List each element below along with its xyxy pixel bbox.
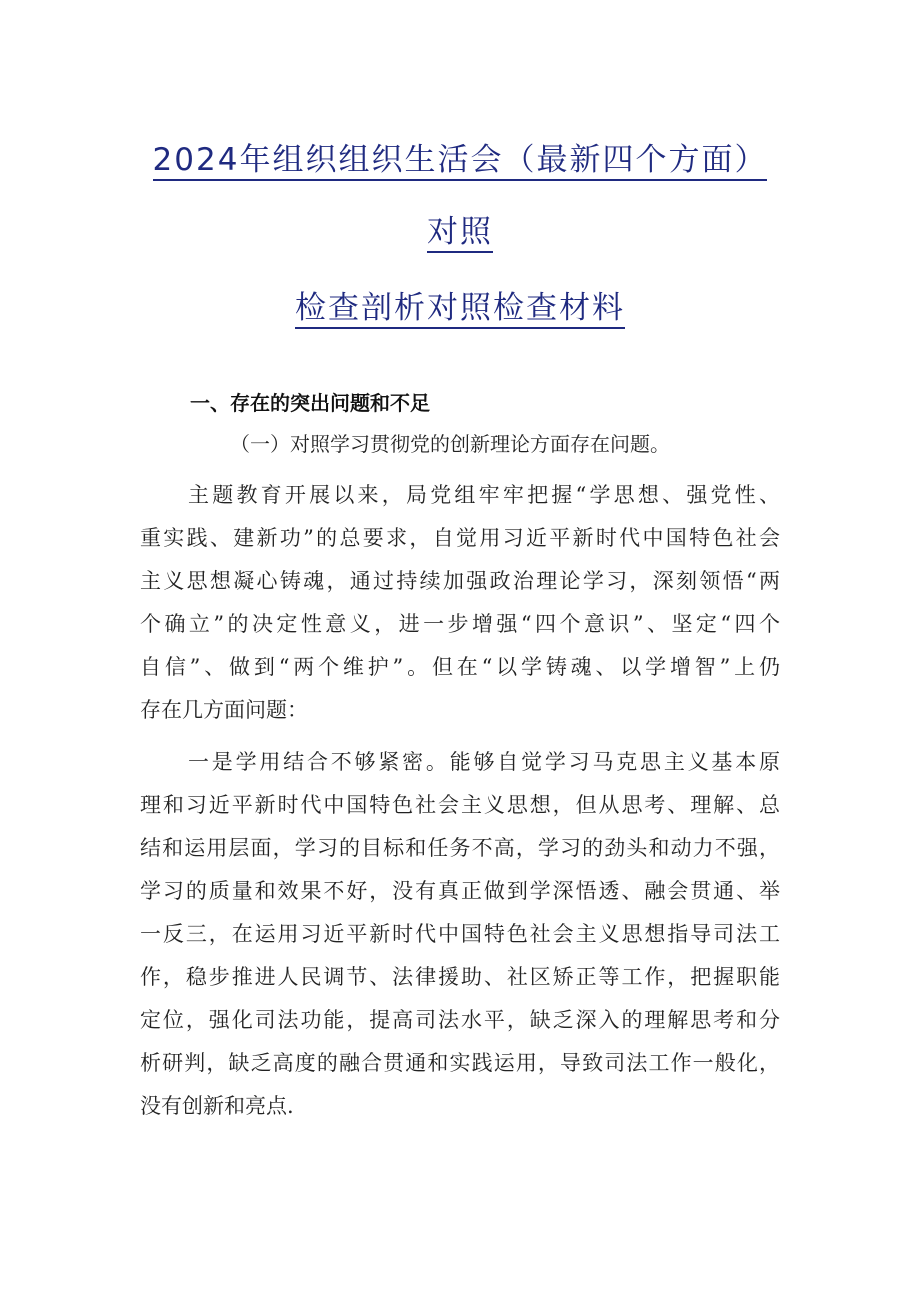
paragraph-1-line: 个确立”的决定性意义，进一步增强“四个意识”、坚定“四个 — [140, 612, 780, 636]
paragraph-2-line: 析研判，缺乏高度的融合贯通和实践运用，导致司法工作一般化， — [140, 1051, 780, 1075]
title-line-2 — [0, 212, 920, 252]
paragraph-1-line: 自信”、做到“两个维护”。但在“以学铸魂、以学增智”上仍 — [140, 655, 780, 679]
paragraph-1-line: 主义思想凝心铸魂，通过持续加强政治理论学习，深刻领悟“两 — [140, 569, 780, 593]
section-heading: 一、存在的突出问题和不足 — [190, 391, 430, 415]
paragraph-1-line: 存在几方面问题： — [140, 698, 308, 722]
paragraph-2-line: 理和习近平新时代中国特色社会主义思想，但从思考、理解、总 — [140, 793, 780, 817]
title-line-3-text: 检查剖析对照检查材料 — [295, 290, 625, 329]
paragraph-2-line: 没有创新和亮点. — [140, 1094, 294, 1118]
paragraph-2-line: 一是学用结合不够紧密。能够自觉学习马克思主义基本原 — [188, 750, 780, 774]
paragraph-2-line: 一反三，在运用习近平新时代中国特色社会主义思想指导司法工 — [140, 922, 780, 946]
paragraph-2-line: 结和运用层面，学习的目标和任务不高，学习的劲头和动力不强， — [140, 836, 780, 860]
paragraph-2-line: 作，稳步推进人民调节、法律援助、社区矫正等工作，把握职能 — [140, 965, 780, 989]
paragraph-2-line: 学习的质量和效果不好，没有真正做到学深悟透、融会贯通、举 — [140, 879, 780, 903]
title-line-3 — [0, 288, 920, 328]
paragraph-1-line: 重实践、建新功”的总要求，自觉用习近平新时代中国特色社会 — [140, 526, 780, 550]
title-line-1-text: 2024年组织组织生活会（最新四个方面） — [153, 142, 768, 181]
paragraph-2-line: 定位，强化司法功能，提高司法水平，缺乏深入的理解思考和分 — [140, 1008, 780, 1032]
title-line-1 — [0, 140, 920, 180]
sub-heading: （一）对照学习贯彻党的创新理论方面存在问题。 — [230, 432, 670, 456]
paragraph-1-line: 主题教育开展以来，局党组牢牢把握“学思想、强党性、 — [188, 483, 780, 507]
title-line-2-text: 对照 — [427, 214, 493, 253]
